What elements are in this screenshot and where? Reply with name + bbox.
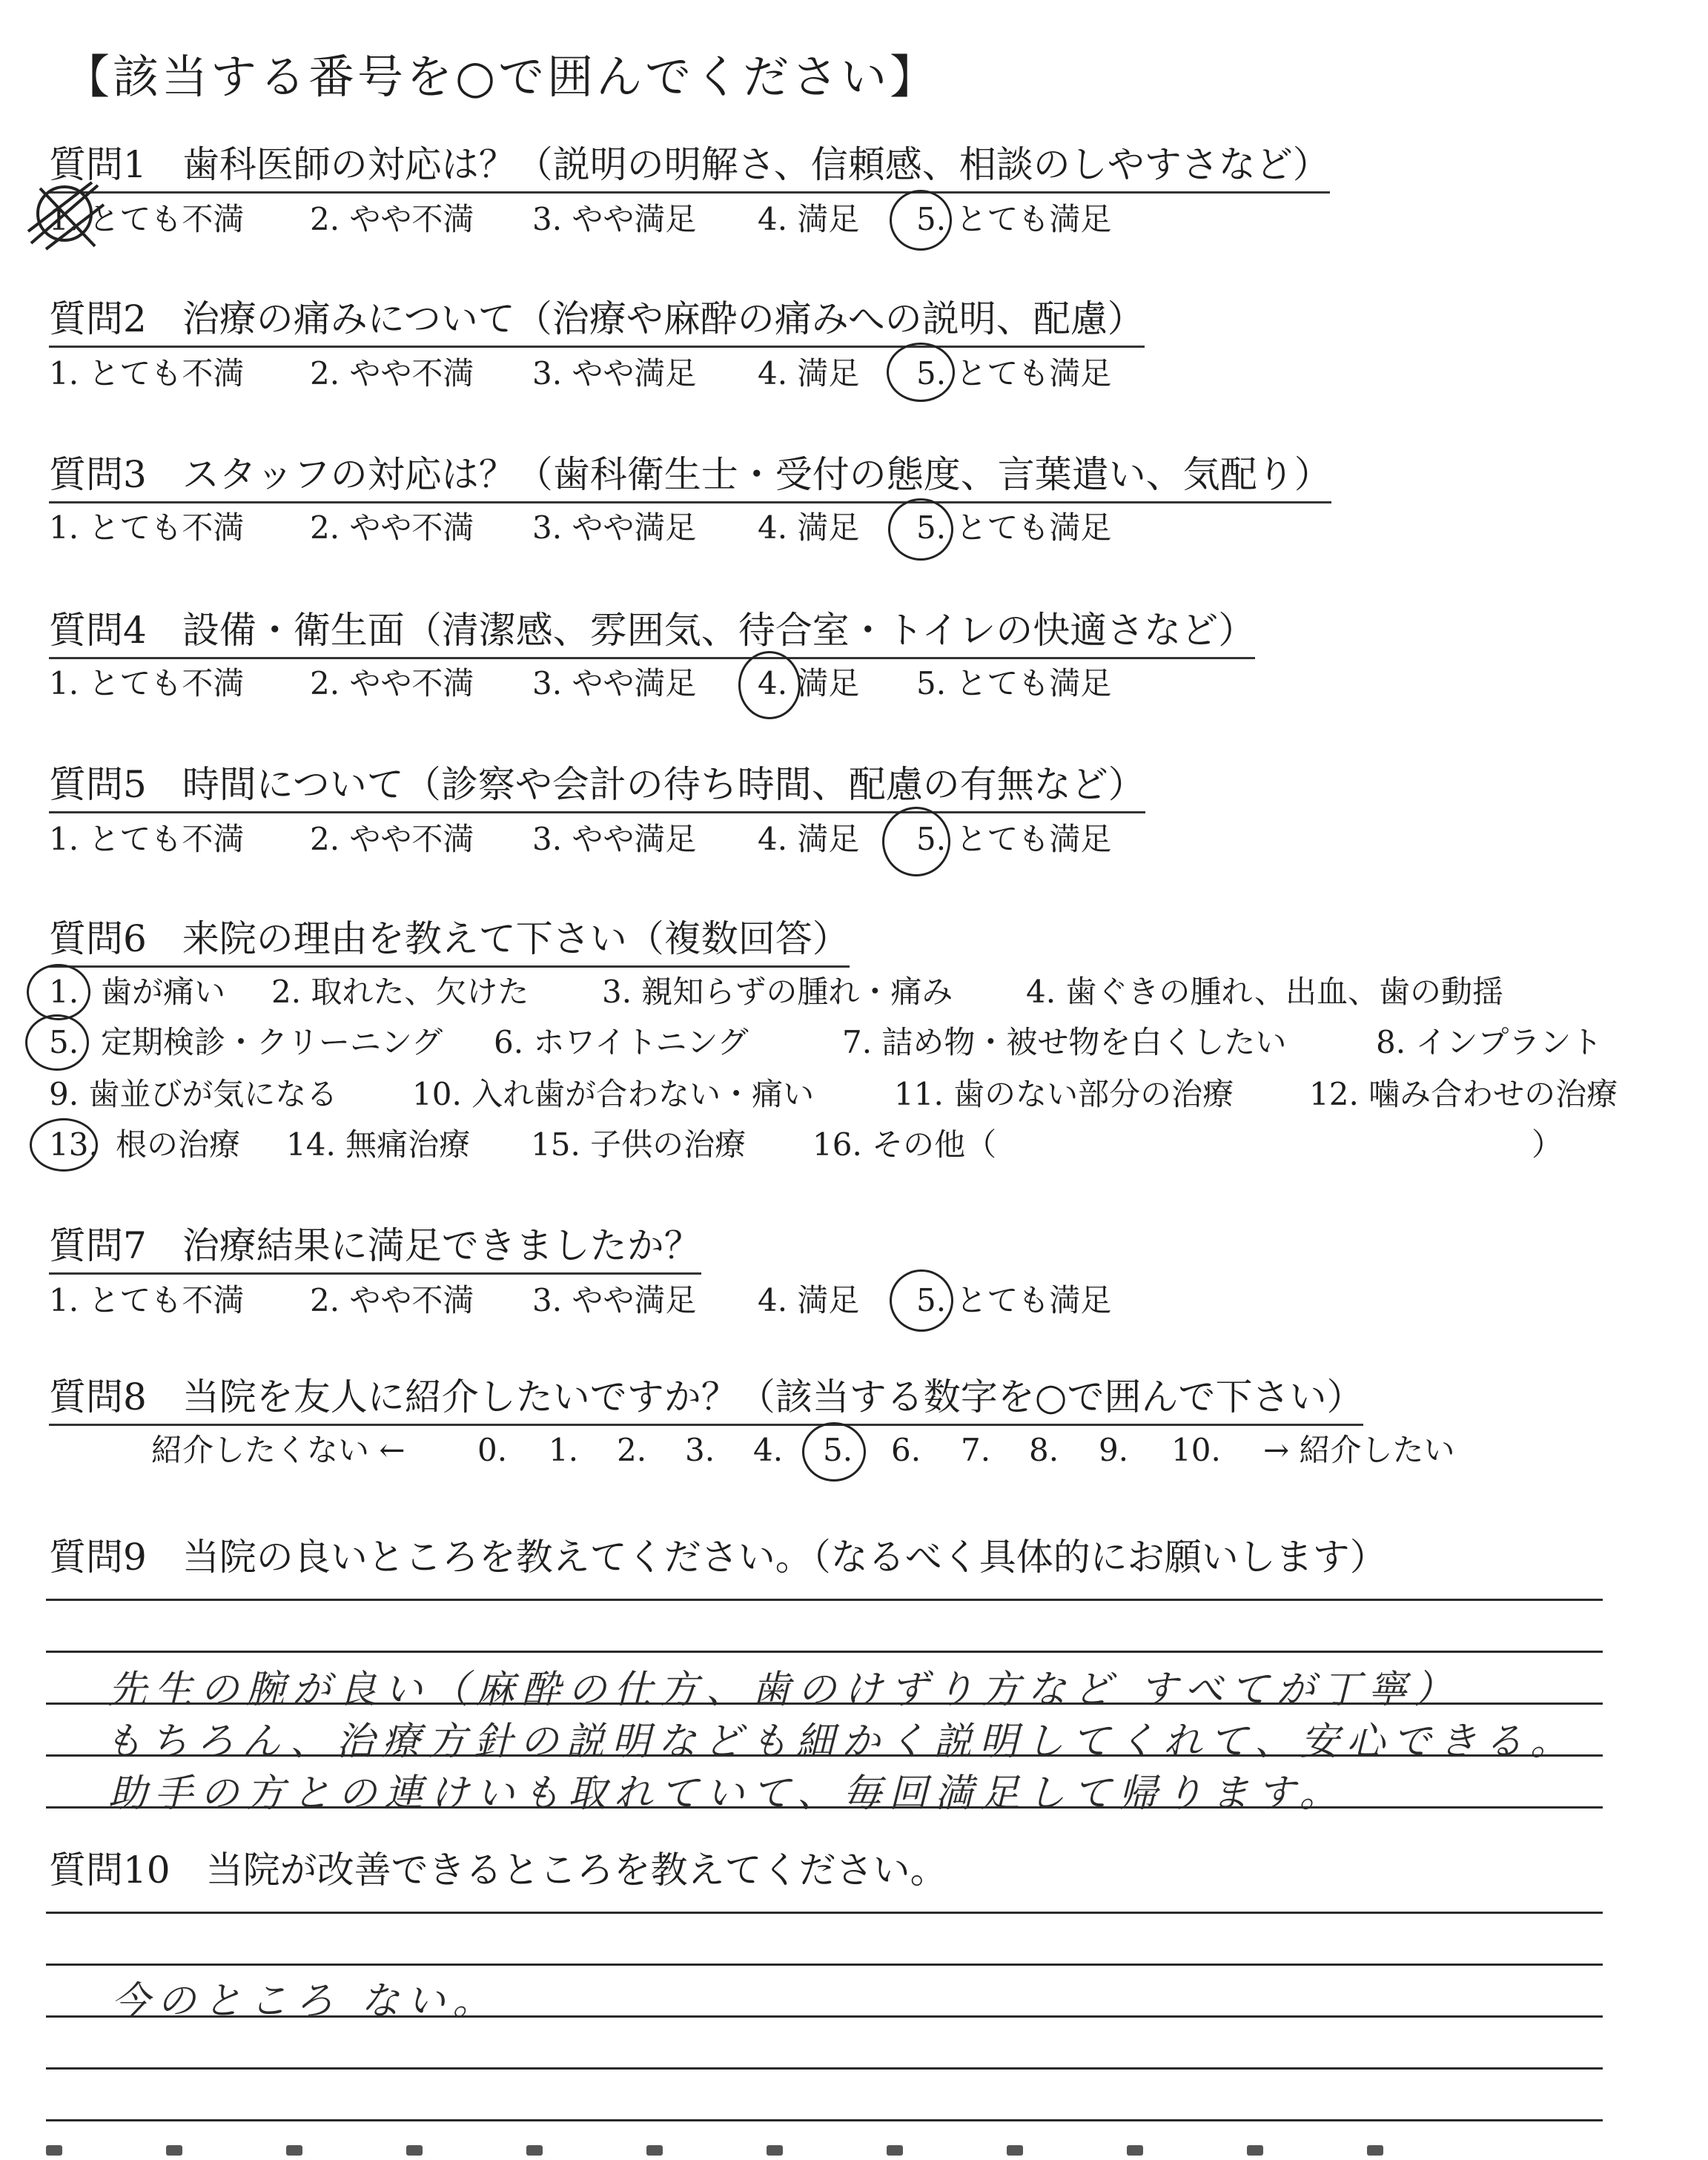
question-4-options (49, 663, 1235, 704)
q1-option-4[interactable]: 4. 満足 (758, 201, 860, 237)
q4-option-5[interactable]: 5. とても満足 (916, 665, 1112, 701)
q8-option-0[interactable]: 0. (477, 1432, 508, 1468)
q6-option-8[interactable]: 8. インプラント (1376, 1024, 1603, 1060)
q10-answer-rule-4 (46, 2067, 1603, 2070)
question-5-label: 質問5 (49, 763, 147, 806)
q8-scale-right-label: → 紹介したい (1263, 1432, 1455, 1468)
q6-option-13-label[interactable]: 根の治療 (116, 1126, 241, 1163)
question-10-label: 質問10 (49, 1849, 171, 1892)
question-1-options (49, 199, 1235, 240)
question-5-text: 時間について（診察や会計の待ち時間、配慮の有無など） (182, 763, 1145, 806)
form-title: 【該当する番号を○で囲んでください】 (64, 50, 939, 104)
q6-option-11[interactable]: 11. 歯のない部分の治療 (894, 1076, 1234, 1112)
q8-scale-left-label: 紹介したくない ← (151, 1432, 406, 1468)
question-6-label: 質問6 (49, 917, 147, 960)
q5-option-1[interactable]: 1. とても不満 (49, 821, 245, 857)
q6-option-3[interactable]: 3. 親知らずの腫れ・痛み (602, 974, 953, 1010)
q9-answer-rule-1 (46, 1599, 1603, 1601)
question-7-options (49, 1280, 1235, 1321)
q2-option-3[interactable]: 3. やや満足 (532, 355, 697, 392)
q3-selected-circle (888, 498, 953, 561)
q4-option-2[interactable]: 2. やや不満 (310, 665, 474, 701)
cut-off-next-section (46, 2144, 1603, 2160)
q2-selected-circle (887, 343, 955, 402)
q2-option-4[interactable]: 4. 満足 (758, 355, 860, 392)
q6-option-14[interactable]: 14. 無痛治療 (286, 1126, 471, 1163)
q5-option-3[interactable]: 3. やや満足 (532, 821, 697, 857)
q4-option-4[interactable]: 4. 満足 (758, 665, 860, 701)
q6-option-1-number[interactable]: 1. (49, 974, 79, 1010)
q10-answer-rule-1 (46, 1912, 1603, 1914)
question-4-text: 設備・衛生面（清潔感、雰囲気、待合室・トイレの快適さなど） (182, 609, 1256, 652)
q10-answer-rule-2 (46, 1964, 1603, 1966)
question-7-label: 質問7 (49, 1224, 147, 1267)
question-2-heading (49, 295, 1145, 348)
q8-option-8[interactable]: 8. (1029, 1432, 1059, 1468)
q1-selected-circle (890, 190, 952, 251)
question-5-heading (49, 761, 1145, 813)
q6-option-1-label[interactable]: 歯が痛い (101, 974, 226, 1010)
question-10-heading (49, 1846, 947, 1897)
question-10-text: 当院が改善できるところを教えてください。 (205, 1849, 947, 1892)
q6-row-3 (49, 1074, 1680, 1115)
q8-selected-circle (802, 1422, 866, 1482)
q3-option-3[interactable]: 3. やや満足 (532, 509, 697, 546)
q6-option-2[interactable]: 2. 取れた、欠けた (271, 974, 529, 1010)
q2-option-1[interactable]: 1. とても不満 (49, 355, 245, 392)
question-1-label: 質問1 (49, 143, 147, 186)
q8-option-1[interactable]: 1. (549, 1432, 579, 1468)
q2-option-2[interactable]: 2. やや不満 (310, 355, 474, 392)
question-7-heading (49, 1222, 701, 1275)
q5-selected-circle (882, 807, 950, 876)
q6-selected-circle-1 (27, 964, 90, 1020)
q4-option-3[interactable]: 3. やや満足 (532, 665, 697, 701)
q9-answer-line-2[interactable]: もちろん、治療方針の説明なども細かく説明してくれて、安心できる。 (104, 1720, 1577, 1764)
q7-option-2[interactable]: 2. やや不満 (310, 1282, 474, 1318)
q5-option-4[interactable]: 4. 満足 (758, 821, 860, 857)
question-9-label: 質問9 (49, 1536, 147, 1579)
question-3-label: 質問3 (49, 453, 147, 496)
question-4-label: 質問4 (49, 609, 147, 652)
q6-option-7[interactable]: 7. 詰め物・被せ物を白くしたい (842, 1024, 1287, 1060)
q7-option-3[interactable]: 3. やや満足 (532, 1282, 697, 1318)
question-8-label: 質問8 (49, 1375, 147, 1418)
question-5-options (49, 819, 1235, 860)
q8-option-5[interactable]: 5. (823, 1432, 853, 1468)
q6-option-10[interactable]: 10. 入れ歯が合わない・痛い (412, 1076, 815, 1112)
q6-option-4[interactable]: 4. 歯ぐきの腫れ、出血、歯の動揺 (1026, 974, 1503, 1010)
q6-option-13-number[interactable]: 13. (49, 1126, 99, 1163)
question-2-label: 質問2 (49, 297, 147, 340)
q7-option-1[interactable]: 1. とても不満 (49, 1282, 245, 1318)
question-9-heading (49, 1533, 1387, 1584)
q4-option-1[interactable]: 1. とても不満 (49, 665, 245, 701)
q1-option-5[interactable]: 5. とても満足 (916, 201, 1112, 237)
question-6-text: 来院の理由を教えて下さい（複数回答） (182, 917, 850, 960)
question-2-text: 治療の痛みについて（治療や麻酔の痛みへの説明、配慮） (182, 297, 1145, 340)
q6-row-1 (49, 971, 1650, 1013)
q10-answer-line-1[interactable]: 今のところ ない。 (111, 1979, 499, 2024)
q3-option-4[interactable]: 4. 満足 (758, 509, 860, 546)
q8-option-6[interactable]: 6. (891, 1432, 921, 1468)
q6-option-5-number[interactable]: 5. (49, 1024, 79, 1060)
q6-row-4 (49, 1124, 1650, 1166)
q3-option-1[interactable]: 1. とても不満 (49, 509, 245, 546)
question-3-options (49, 507, 1235, 549)
question-8-heading (49, 1373, 1363, 1426)
q1-crossed-out-mark (24, 175, 105, 257)
q4-selected-circle (738, 651, 801, 719)
q5-option-5[interactable]: 5. とても満足 (916, 821, 1112, 857)
q2-option-5[interactable]: 5. とても満足 (916, 355, 1112, 392)
q6-option-6[interactable]: 6. ホワイトニング (494, 1024, 749, 1060)
q1-option-1[interactable]: 1. とても不満 (49, 201, 245, 237)
q1-option-3[interactable]: 3. やや満足 (532, 201, 697, 237)
question-2-options (49, 353, 1235, 394)
q6-selected-circle-13 (30, 1118, 98, 1172)
q9-answer-line-3[interactable]: 助手の方との連けいも取れていて、毎回満足して帰ります。 (108, 1771, 1345, 1816)
q6-option-16[interactable]: 16. その他（ (812, 1126, 997, 1163)
q6-option-16-close-paren: ） (1532, 1126, 1563, 1163)
q7-option-4[interactable]: 4. 満足 (758, 1282, 860, 1318)
q8-option-2[interactable]: 2. (617, 1432, 647, 1468)
q3-option-2[interactable]: 2. やや不満 (310, 509, 474, 546)
q1-option-2[interactable]: 2. やや不満 (310, 201, 474, 237)
q6-option-9[interactable]: 9. 歯並びが気になる (49, 1076, 338, 1112)
question-8-text: 当院を友人に紹介したいですか？（該当する数字を○で囲んで下さい） (182, 1375, 1364, 1418)
q9-answer-rule-2 (46, 1651, 1603, 1653)
question-3-heading (49, 451, 1331, 503)
q5-option-2[interactable]: 2. やや不満 (310, 821, 474, 857)
question-9-text: 当院の良いところを教えてください。（なるべく具体的にお願いします） (182, 1536, 1387, 1579)
q7-selected-circle (890, 1269, 953, 1332)
q8-option-3[interactable]: 3. (685, 1432, 715, 1468)
question-4-heading (49, 607, 1255, 659)
q6-option-12[interactable]: 12. 噛み合わせの治療 (1309, 1076, 1618, 1112)
q3-option-5[interactable]: 5. とても満足 (916, 509, 1112, 546)
question-1-text: 歯科医師の対応は？（説明の明解さ、信頼感、相談のしやすさなど） (182, 143, 1330, 186)
q8-option-10[interactable]: 10. (1171, 1432, 1221, 1468)
q6-selected-circle-5 (25, 1014, 89, 1071)
q6-row-2 (49, 1022, 1650, 1063)
q6-option-15[interactable]: 15. 子供の治療 (531, 1126, 747, 1163)
question-1-heading (49, 141, 1330, 194)
q10-answer-rule-5 (46, 2119, 1603, 2121)
q7-option-5[interactable]: 5. とても満足 (916, 1282, 1112, 1318)
q8-option-7[interactable]: 7. (961, 1432, 991, 1468)
q6-option-5-label[interactable]: 定期検診・クリーニング (101, 1024, 443, 1060)
question-7-text: 治療結果に満足できましたか？ (182, 1224, 701, 1267)
q8-option-4[interactable]: 4. (753, 1432, 784, 1468)
q8-option-9[interactable]: 9. (1099, 1432, 1129, 1468)
question-6-heading (49, 915, 850, 968)
q9-answer-line-1[interactable]: 先生の腕が良い（麻酔の仕方、歯のけずり方など すべてが丁寧） (108, 1668, 1460, 1712)
question-3-text: スタッフの対応は？（歯科衛生士・受付の態度、言葉遣い、気配り） (182, 453, 1331, 496)
